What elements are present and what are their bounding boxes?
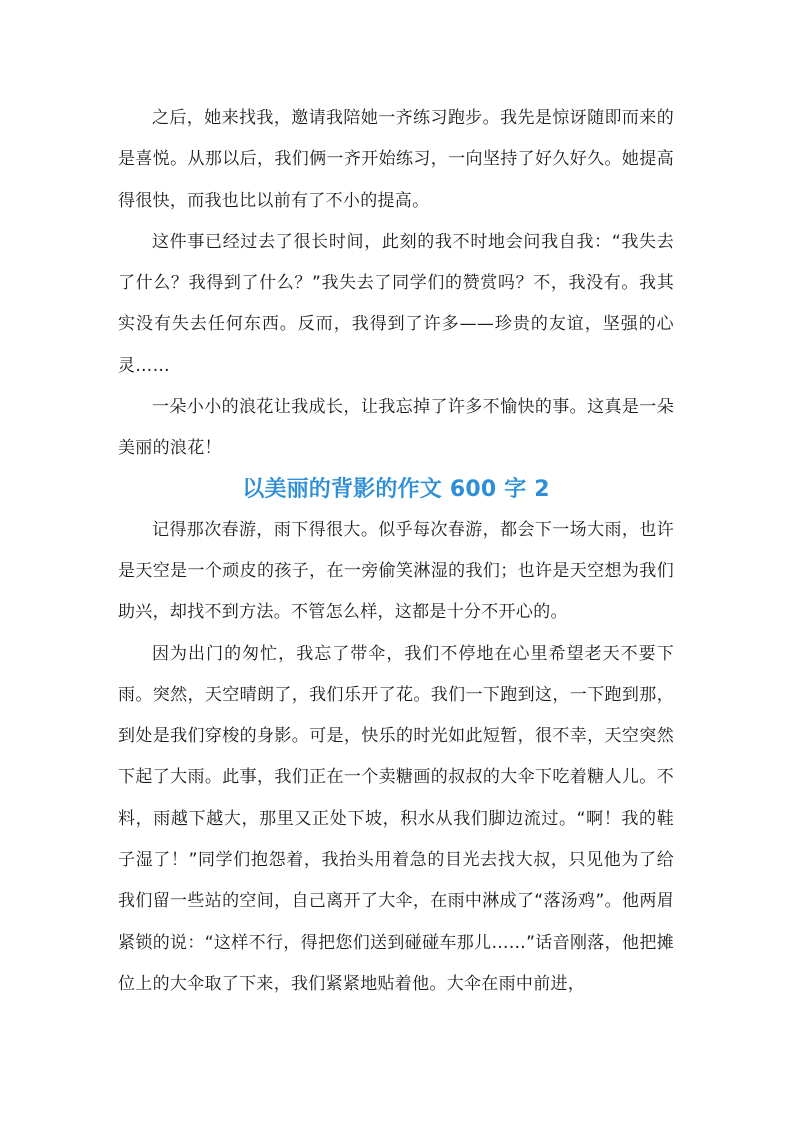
document-body bbox=[118, 98, 674, 1005]
paragraph: 之后，她来找我，邀请我陪她一齐练习跑步。我先是惊讶随即而来的是喜悦。从那以后，我们俩一齐开始练习，一向坚持了好久好久。她提高得很快，而我也比以前有了不小的提高。 bbox=[118, 108, 674, 211]
paragraph: 一朵小小的浪花让我成长，让我忘掉了许多不愉快的事。这真是一朵美丽的浪花！ bbox=[118, 397, 674, 459]
section-heading: 以美丽的背影的作文 600 字 2 bbox=[242, 476, 550, 502]
paragraph: 因为出门的匆忙，我忘了带伞，我们不停地在心里希望老天不要下雨。突然，天空晴朗了，我们乐开了花。我们一下跑到这，一下跑到那，到处是我们穿梭的身影。可是，快乐的时光如此短暂，很不幸，天空突然下起了大雨。此事，我们正在一个卖糖画的叔叔的大伞下吃着糖人儿。不料，雨越下越大，那里又正处下坡，积水从我们脚边流过。“啊！我的鞋子湿了！”同学们抱怨着，我抬头用着急的目光去找大叔，只见他为了给我们留一些站的空间，自己离开了大伞，在雨中淋成了“落汤鸡”。他两眉紧锁的说：“这样不行，得把您们送到碰碰车那儿……”话音刚落，他把摊位上的大伞取了下来，我们紧紧地贴着他。大伞在雨中前进， bbox=[118, 643, 674, 994]
paragraph: 记得那次春游，雨下得很大。似乎每次春游，都会下一场大雨，也许是天空是一个顽皮的孩子，在一旁偷笑淋湿的我们；也许是天空想为我们助兴，却找不到方法。不管怎么样，这都是十分不开心的。 bbox=[118, 519, 674, 623]
paragraph: 这件事已经过去了很长时间，此刻的我不时地会问我自我：“我失去了什么？我得到了什么？”我失去了同学们的赞赏吗？不，我没有。我其实没有失去任何东西。反而，我得到了许多——珍贵的友谊，坚强的心灵…… bbox=[118, 231, 674, 376]
